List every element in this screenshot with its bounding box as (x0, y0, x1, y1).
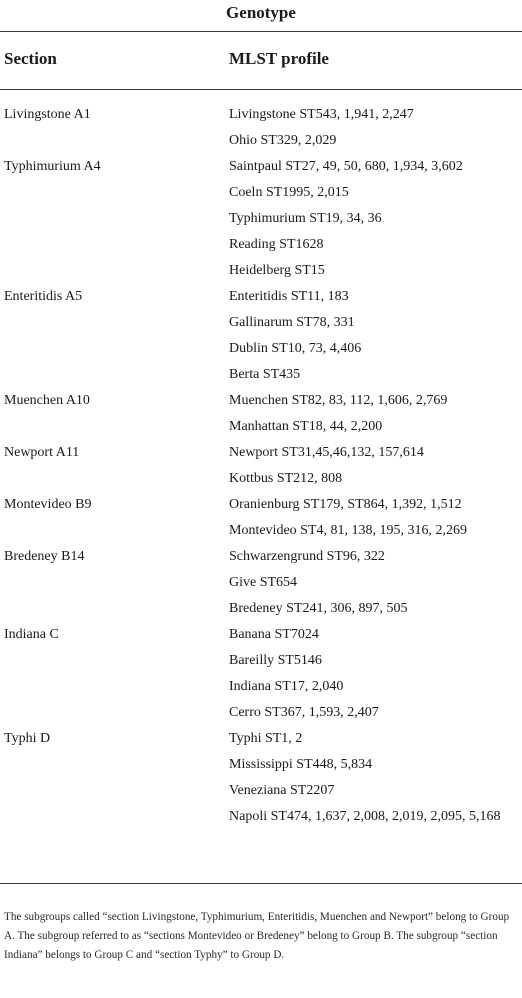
mlst-profile: Enteritidis ST11, 183 (229, 289, 349, 304)
table-row-group (0, 726, 522, 830)
section-label: Indiana C (4, 627, 59, 642)
table-body (0, 102, 522, 830)
mlst-profile: Oranienburg ST179, ST864, 1,392, 1,512 (229, 497, 462, 512)
mlst-profile: Reading ST1628 (229, 237, 324, 252)
mlst-profile: Give ST654 (229, 575, 298, 590)
section-label: Enteritidis A5 (4, 289, 83, 304)
mlst-profile-list (229, 492, 522, 544)
mlst-profile-list (229, 284, 522, 388)
mlst-profile: Typhi ST1, 2 (229, 731, 303, 746)
section-label: Typhimurium A4 (4, 159, 101, 174)
table-footnote: The subgroups called “section Livingstone, Typhimurium, Enteritidis, Muenchen and Newport” belong to Group A. The subgroup referred to as “sections Montevideo or Bredeney” belong to Group B. The subgroup “section Indiana” belongs to Group C and “section Typhy” to Group D. (4, 911, 510, 961)
mlst-profile-list (229, 622, 522, 726)
table-row-group (0, 102, 522, 154)
mlst-profile: Heidelberg ST15 (229, 263, 325, 278)
mlst-profile: Dublin ST10, 73, 4,406 (229, 341, 362, 356)
mlst-profile: Gallinarum ST78, 331 (229, 315, 355, 330)
mlst-profile-list (229, 388, 522, 440)
mlst-profile-list (229, 154, 522, 284)
section-label: Muenchen A10 (4, 393, 90, 408)
mlst-profile: Kottbus ST212, 808 (229, 471, 343, 486)
section-label: Bredeney B14 (4, 549, 85, 564)
mlst-profile: Cerro ST367, 1,593, 2,407 (229, 705, 379, 720)
mlst-profile: Newport ST31,45,46,132, 157,614 (229, 445, 424, 460)
mlst-profile: Manhattan ST18, 44, 2,200 (229, 419, 383, 434)
section-label: Newport A11 (4, 445, 80, 460)
table-row-group (0, 544, 522, 622)
mlst-profile: Bareilly ST5146 (229, 653, 322, 668)
mlst-profile: Typhimurium ST19, 34, 36 (229, 211, 382, 226)
mlst-profile: Bredeney ST241, 306, 897, 505 (229, 601, 408, 616)
section-label: Typhi D (4, 731, 51, 746)
mlst-profile: Coeln ST1995, 2,015 (229, 185, 349, 200)
mlst-profile: Banana ST7024 (229, 627, 319, 642)
mlst-profile: Livingstone ST543, 1,941, 2,247 (229, 107, 414, 122)
mlst-profile: Saintpaul ST27, 49, 50, 680, 1,934, 3,602 (229, 159, 463, 174)
table-row-group (0, 388, 522, 440)
mlst-profile: Veneziana ST2207 (229, 783, 335, 798)
table-row-group (0, 492, 522, 544)
mlst-profile: Montevideo ST4, 81, 138, 195, 316, 2,269 (229, 523, 467, 538)
mlst-profile-list (229, 102, 522, 154)
column-header-mlst: MLST profile (229, 49, 329, 68)
mlst-profile: Napoli ST474, 1,637, 2,008, 2,019, 2,095, 5,168 (229, 809, 501, 824)
table-row-group (0, 622, 522, 726)
genotype-header: Genotype (226, 3, 296, 22)
mlst-profile: Schwarzengrund ST96, 322 (229, 549, 385, 564)
table-row-group (0, 154, 522, 284)
mlst-profile: Mississippi ST448, 5,834 (229, 757, 373, 772)
mlst-profile-list (229, 726, 522, 830)
table-row-group (0, 440, 522, 492)
section-label: Livingstone A1 (4, 107, 91, 122)
mlst-profile-list (229, 544, 522, 622)
mlst-profile: Muenchen ST82, 83, 112, 1,606, 2,769 (229, 393, 448, 408)
header-rule-top (0, 31, 522, 32)
column-header-section: Section (4, 49, 57, 68)
mlst-profile-list (229, 440, 522, 492)
mlst-profile: Ohio ST329, 2,029 (229, 133, 337, 148)
table-row-group (0, 284, 522, 388)
header-rule-bottom (0, 89, 522, 90)
mlst-profile: Berta ST435 (229, 367, 301, 382)
table-bottom-rule (0, 883, 522, 884)
mlst-profile: Indiana ST17, 2,040 (229, 679, 344, 694)
section-label: Montevideo B9 (4, 497, 92, 512)
